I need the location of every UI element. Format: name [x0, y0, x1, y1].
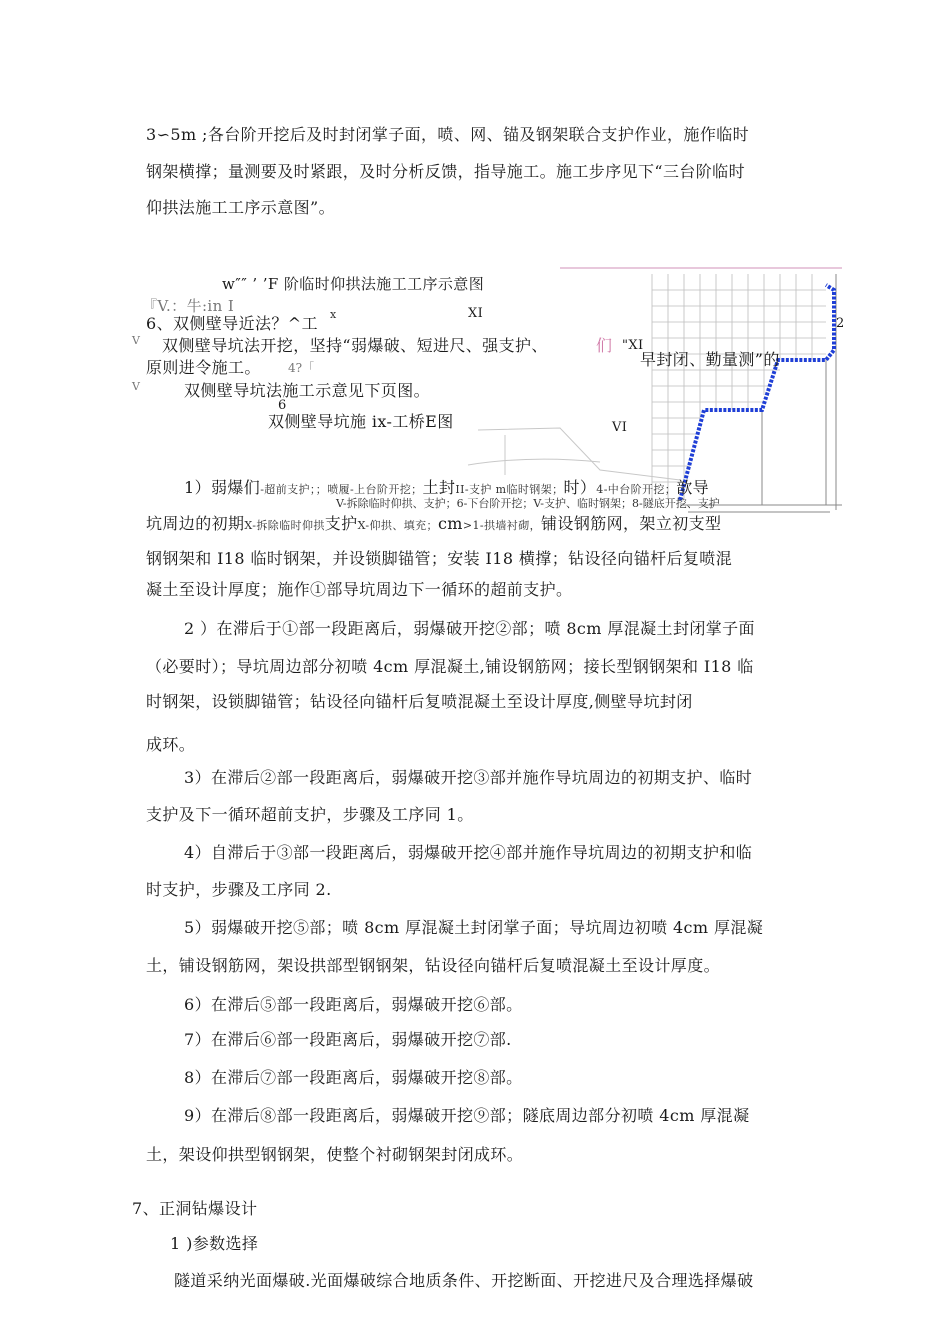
step2-line-4: 成环。 [146, 735, 196, 754]
ocr-noise-x: x [330, 308, 337, 321]
step9-line-2: 土，架设仰拱型钢钢架，使整个衬砌钢架封闭成环。 [146, 1145, 524, 1164]
section6-caption: 双侧壁导坑施 ix-工桥E图 [268, 412, 454, 431]
section6-xi-mark: "XI [622, 338, 644, 353]
intro-line-1: 3∽5m ;各台阶开挖后及时封闭掌子面，喷、网、锚及钢架联合支护作业，施作临时 [146, 125, 750, 144]
section6-heading: 6、双侧壁导近法？^工 [146, 314, 318, 333]
noise-v1: V [132, 334, 140, 347]
noise-mark4: 4?「 [288, 361, 315, 375]
legend-line-1-small2: II-支护 m临时钢架； [455, 483, 564, 496]
step1-line-4: 钢钢架和 I18 临时钢架，并设锁脚锚管；安装 I18 横撑；钻设径向锚杆后复喷混 [146, 549, 733, 568]
step7-line: 7）在滞后⑥部一段距离后，弱爆破开挖⑦部. [184, 1030, 512, 1049]
diagram-label-vi: VI [612, 420, 628, 435]
step4-line-2: 时支护，步骤及工序同 2. [146, 880, 332, 899]
legend-line-3-tail: 铺设钢筋网，架立初支型 [541, 514, 722, 533]
step5-line-2: 土，铺设钢筋网，架设拱部型钢钢架，钻设径向锚杆后复喷混凝土至设计厚度。 [146, 956, 721, 975]
legend-line-3-small: X-拆除临时仰拱 [244, 519, 325, 532]
section6-line-3: 双侧壁导坑法施工示意见下页图。 [184, 381, 431, 400]
legend-line-3-mid: 支护 [324, 514, 358, 533]
legend-line-1-small3: 4-中台阶开挖； [596, 483, 677, 496]
noise-six: 6 [278, 398, 287, 413]
legend-line-3-small2: X-仰拱、填充； [357, 519, 438, 532]
step3-line-2: 支护及下一循环超前支护，步骤及工序同 1。 [146, 805, 474, 824]
legend-line-3 [146, 514, 721, 536]
noise-v2: V [132, 380, 140, 393]
step4-line-1: 4）自滞后于③部一段距离后，弱爆破开挖④部并施作导坑周边的初期支护和临 [184, 843, 753, 862]
step8-line: 8）在滞后⑦部一段距离后，弱爆破开挖⑧部。 [184, 1068, 523, 1087]
step2-line-3: 时钢架，设锁脚锚管；钻设径向锚杆后复喷混凝土至设计厚度,侧壁导坑封闭 [146, 692, 693, 711]
diagram-label-2: 2 [836, 316, 845, 331]
support-boundary-line [680, 285, 834, 500]
legend-line-3-small3: >1-拱墙衬砌， [462, 519, 542, 532]
legend-line-3-head: 坑周边的初期 [146, 514, 245, 533]
section7-heading: 7、正洞钻爆设计 [132, 1199, 258, 1218]
legend-line-1-tail: 歆导 [676, 478, 710, 497]
legend-line-3-cm: cm [437, 514, 463, 533]
legend-line-1-end: 时） [563, 478, 597, 497]
step5-line-1: 5）弱爆破开挖⑤部；喷 8cm 厚混凝土封闭掌子面；导坑周边初喷 4cm 厚混凝 [184, 918, 764, 937]
step1-line-5: 凝土至设计厚度；施作①部导坑周边下一循环的超前支护。 [146, 580, 573, 599]
section6-line-1: 双侧壁导坑法开挖，坚持“弱爆破、短进尺、强支护、 [162, 336, 548, 355]
section6-pink-mark: 们 [596, 336, 613, 355]
diagram-boundary-lines [680, 274, 842, 512]
legend-line-2: V-拆除临时仰拱、支护；6-下台阶开挖；V-支护、临时钢架；8-隧底开挖、支护 [336, 497, 720, 510]
legend-line-1-small: -超前支护；；喷履-上台阶开挖； [260, 483, 423, 496]
section7-line-1: 隧道采纳光面爆破.光面爆破综合地质条件、开挖断面、开挖进尺及合理选择爆破 [174, 1271, 754, 1290]
diagram-brick-grid [652, 274, 826, 500]
diagram-label-xi: XI [468, 306, 484, 321]
step2-line-2: （必要时）；导坑周边部分初喷 4cm 厚混凝土,铺设钢筋网；接长型钢钢架和 I18 临 [146, 657, 754, 676]
figure-caption: w″″ ’ ’F 阶临时仰拱法施工工序示意图 [222, 275, 485, 293]
step3-line-1: 3）在滞后②部一段距离后，弱爆破开挖③部并施作导坑周边的初期支护、临时 [184, 768, 753, 787]
step2-line-1: 2 ）在滞后于①部一段距离后，弱爆破开挖②部；喷 8cm 厚混凝土封闭掌子面 [184, 619, 755, 638]
legend-line-1-head: 1）弱爆们 [184, 478, 261, 497]
ocr-noise: 『V.：牛:in I [142, 297, 235, 315]
step6-line: 6）在滞后⑤部一段距离后，弱爆破开挖⑥部。 [184, 995, 523, 1014]
step9-line-1: 9）在滞后⑧部一段距离后，弱爆破开挖⑨部；隧底周边部分初喷 4cm 厚混凝 [184, 1106, 750, 1125]
intro-line-2: 钢架横撑；量测要及时紧跟，及时分析反馈，指导施工。施工步序见下“三台阶临时 [146, 162, 745, 181]
section6-line-2: 原则进令施工。 [146, 358, 261, 377]
section6-tail: 早封闭、勤量测”的 [640, 350, 780, 369]
diagram-faint-sketch [468, 428, 680, 480]
section7-sub-1: 1 )参数选择 [170, 1234, 259, 1253]
intro-line-3: 仰拱法施工工序示意图”。 [146, 198, 335, 217]
legend-line-1-mid: 土封 [422, 478, 456, 497]
